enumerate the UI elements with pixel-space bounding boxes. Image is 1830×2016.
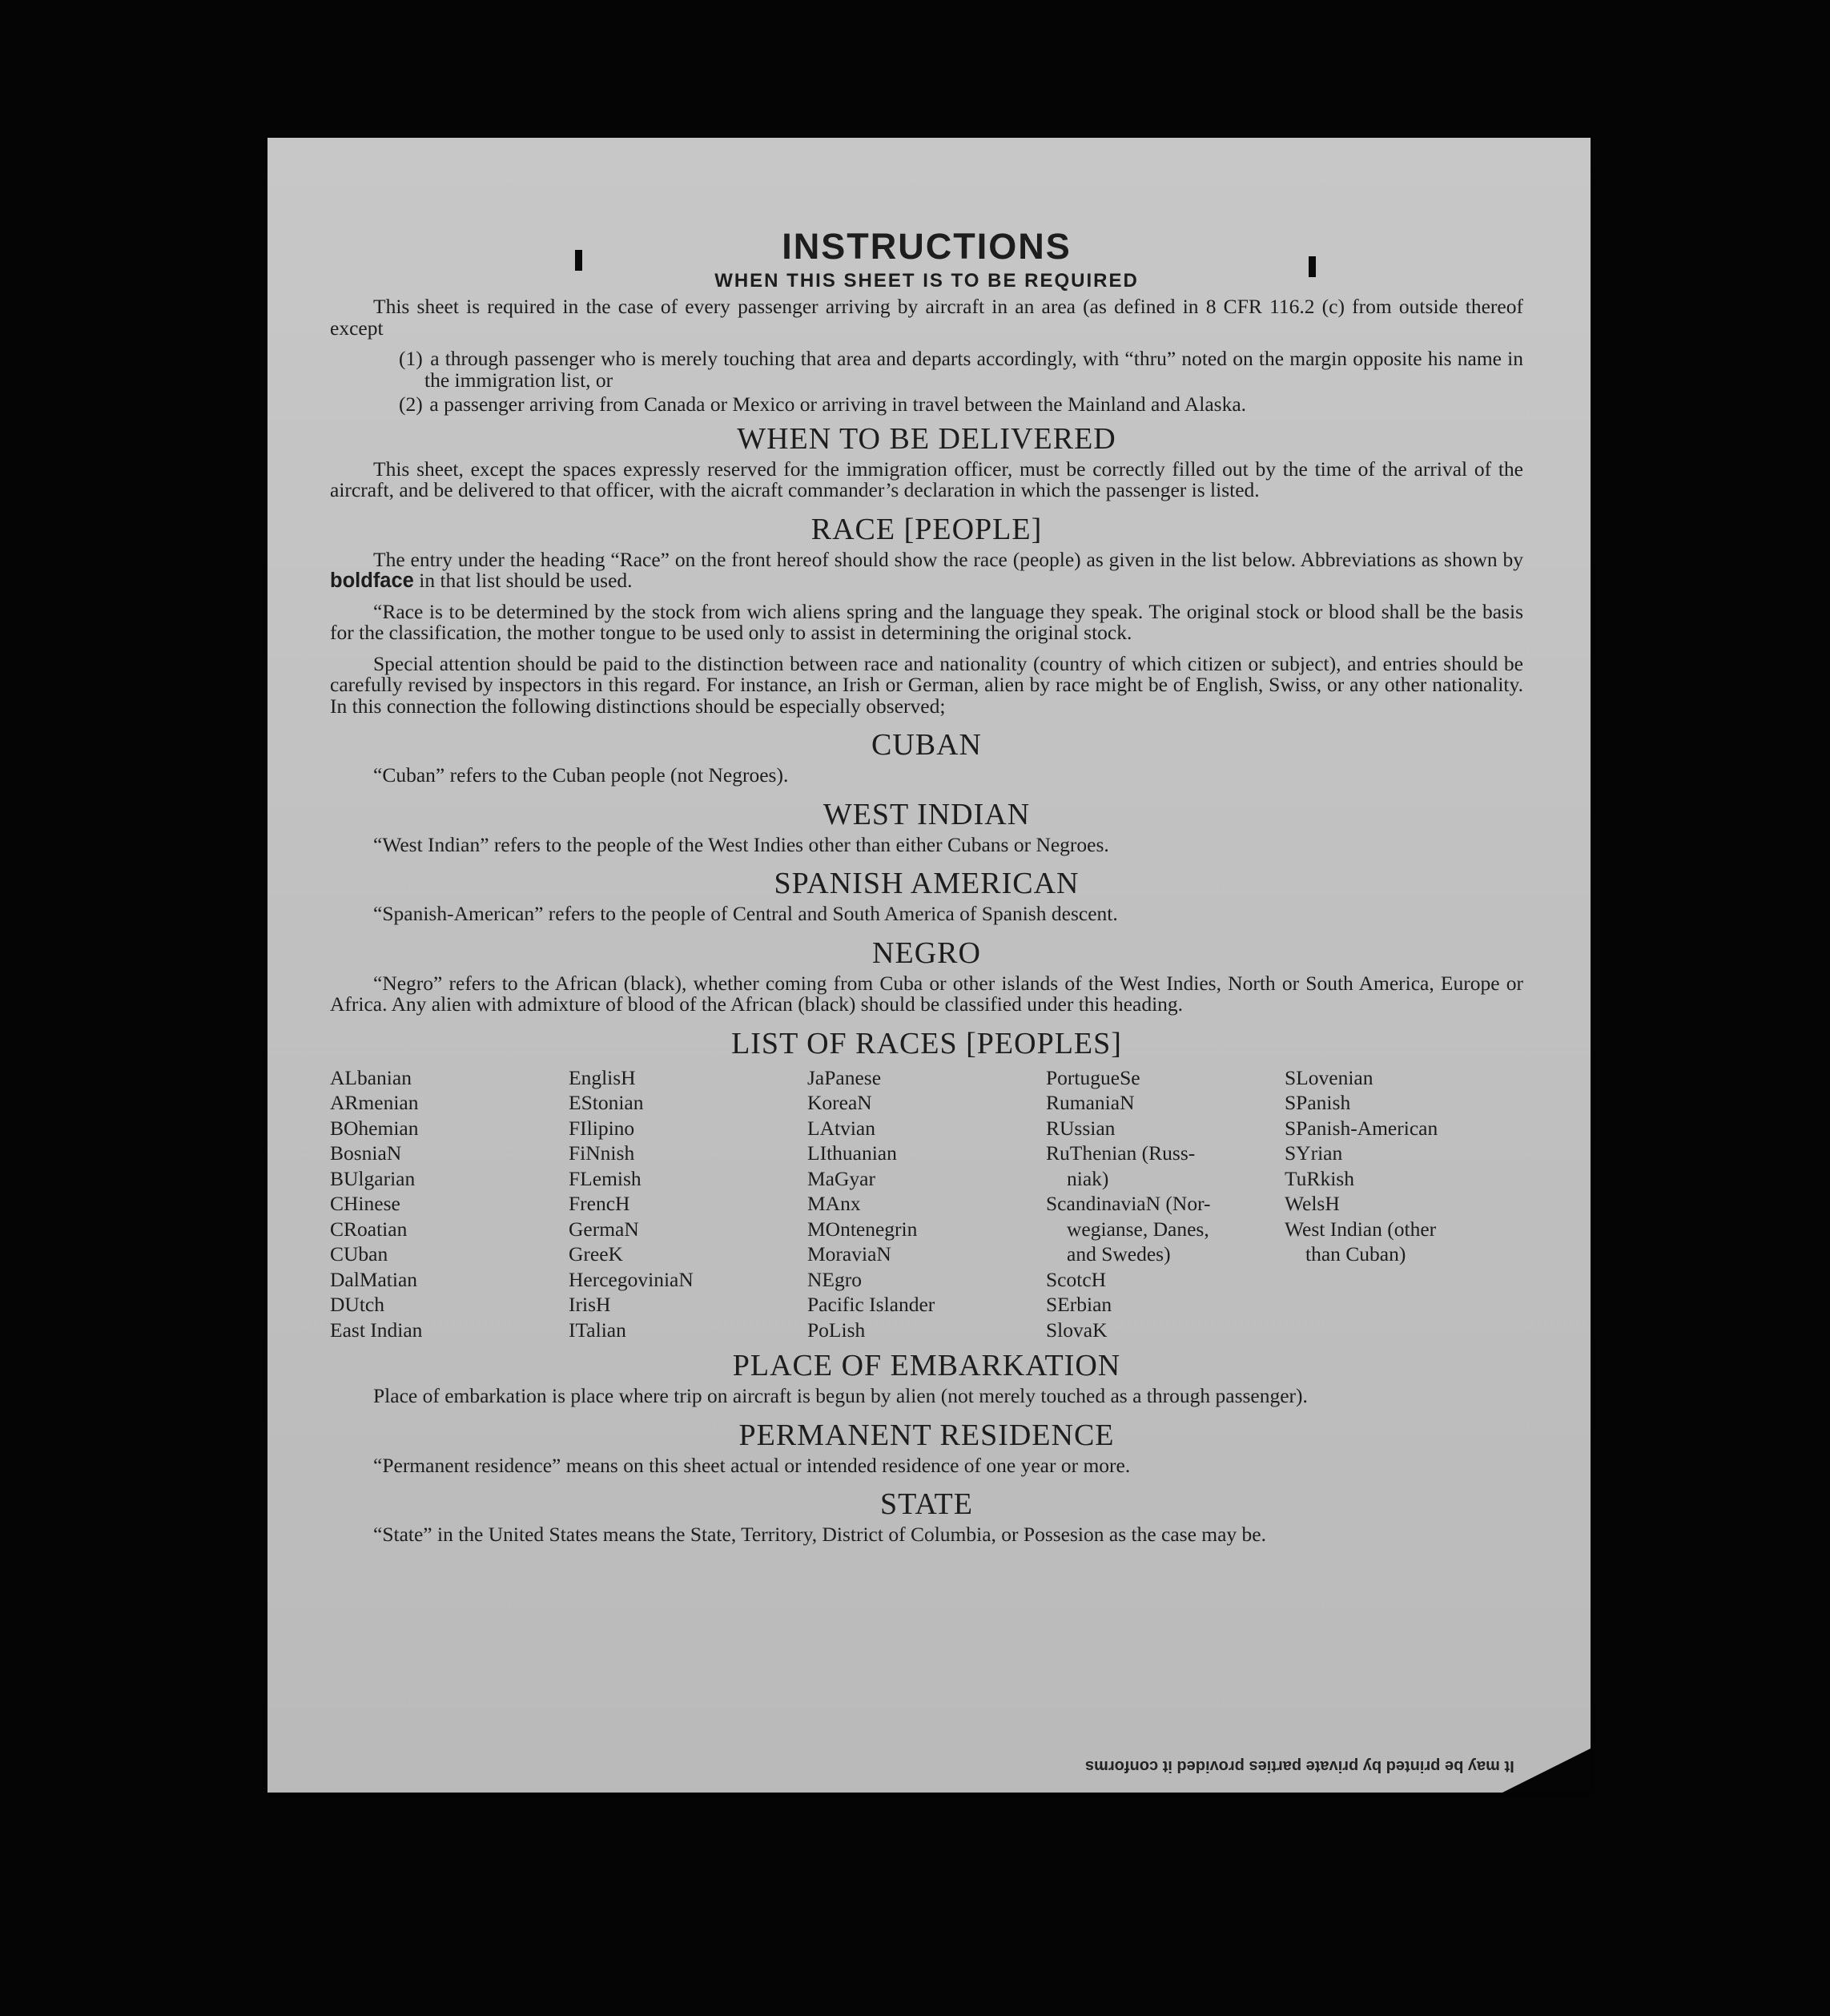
document-sheet	[267, 138, 1591, 1793]
race-entry: CUban	[330, 1242, 388, 1266]
section-heading-races-list: LIST OF RACES [PEOPLES]	[731, 1026, 1122, 1060]
race-entry	[1285, 1292, 1523, 1318]
race-entry: EStonian	[569, 1091, 644, 1114]
section-heading-delivered: WHEN TO BE DELIVERED	[737, 421, 1116, 456]
race-entry: and Swedes)	[1067, 1242, 1171, 1266]
race-entry: CRoatian	[330, 1217, 408, 1241]
race-entry: wegianse, Danes,	[1067, 1217, 1209, 1241]
race-entry: FLemish	[569, 1166, 642, 1190]
residence-paragraph: “Permanent residence” means on this sheet actual or intended residence of one year or more.	[373, 1453, 1131, 1477]
west-indian-paragraph: “West Indian” refers to the people of the West Indies other than either Cubans or Negroes.	[373, 832, 1109, 856]
race-entry: ALbanian	[330, 1065, 412, 1089]
section-heading-state: STATE	[880, 1487, 973, 1521]
race-entry: IrisH	[569, 1293, 611, 1316]
section-heading-embarkation: PLACE OF EMBARKATION	[732, 1349, 1121, 1382]
race-entry: GermaN	[569, 1217, 639, 1241]
embarkation-paragraph: Place of embarkation is place where trip on aircraft is begun by alien (not merely touched as a through passenger).	[373, 1384, 1308, 1407]
race-entry: ScotcH	[1046, 1267, 1107, 1291]
race-entry: niak)	[1067, 1166, 1109, 1190]
race-entry	[1285, 1318, 1523, 1343]
race-entry: KoreaN	[807, 1091, 872, 1114]
race-entry: BUlgarian	[330, 1166, 416, 1190]
intro-paragraph: This sheet is required in the case of every passenger arriving by aircraft in an area (as defined in 8 CFR 116.2 (c) from outside thereof except	[330, 295, 1523, 340]
race-entry: FIlipino	[569, 1116, 635, 1140]
state-paragraph: “State” in the United States means the State, Territory, District of Columbia, or Possesion as the case may be.	[373, 1523, 1267, 1546]
race-entry: BosniaN	[330, 1141, 402, 1165]
race-entry: LIthuanian	[807, 1141, 897, 1165]
race-entry: ARmenian	[330, 1091, 419, 1114]
race-entry: HercegoviniaN	[569, 1267, 694, 1291]
race-entry: RUssian	[1046, 1116, 1116, 1140]
race-entry: MOntenegrin	[807, 1217, 918, 1241]
race-entry: FrencH	[569, 1192, 630, 1215]
race-entry: TuRkish	[1285, 1166, 1354, 1190]
exception-item-2: (2) a passenger arriving from Canada or Mexico or arriving in travel between the Mainland and Alaska.	[399, 392, 1247, 416]
section-heading-cuban: CUBAN	[871, 728, 983, 762]
cuban-paragraph: “Cuban” refers to the Cuban people (not Negroes).	[373, 763, 789, 787]
race-entry: ITalian	[569, 1318, 626, 1342]
race-entry: Pacific Islander	[807, 1293, 935, 1316]
race-entry: SPanish	[1285, 1091, 1351, 1114]
races-list	[330, 1065, 1523, 1343]
race-entry: West Indian (other	[1285, 1217, 1437, 1241]
race-entry: BOhemian	[330, 1116, 419, 1140]
race-entry: RumaniaN	[1046, 1091, 1135, 1114]
section-heading-race: RACE [PEOPLE]	[810, 512, 1043, 546]
race-entry: FiNnish	[569, 1141, 635, 1165]
section-heading-residence: PERMANENT RESIDENCE	[738, 1418, 1115, 1452]
torn-corner	[1502, 1748, 1591, 1793]
race-entry: PortugueSe	[1046, 1065, 1140, 1089]
section-heading-spanish-american: SPANISH AMERICAN	[774, 867, 1080, 900]
race-entry: EnglisH	[569, 1065, 636, 1089]
race-entry: NEgro	[807, 1267, 862, 1291]
delivered-paragraph: This sheet, except the spaces expressly reserved for the immigration officer, must be correctly filled out by the time of the arrival of the aircraft, and be delivered to that officer, with the aicraft commander’s declaration in which the passenger is listed.	[330, 457, 1523, 501]
section-heading-west-indian: WEST INDIAN	[822, 797, 1031, 831]
race-entry: SlovaK	[1046, 1318, 1108, 1342]
document-content	[330, 226, 1523, 1555]
negro-paragraph: “Negro” refers to the African (black), whether coming from Cuba or other islands of the West Indies, North or South America, Europe or Africa. Any alien with admixture of blood of the African (black) should be classified under this heading.	[330, 971, 1523, 1016]
race-entry: PoLish	[807, 1318, 866, 1342]
exception-item-1: (1) a through passenger who is merely touching that area and departs accordingly, with “thru” noted on the margin opposite his name in the immigration list, or	[399, 347, 1524, 392]
page-subtitle: WHEN THIS SHEET IS TO BE REQUIRED	[714, 270, 1139, 292]
race-entry: MoraviaN	[807, 1242, 891, 1266]
race-entry: ScandinaviaN (Nor-	[1046, 1192, 1211, 1215]
race-paragraph-2: “Race is to be determined by the stock from wich aliens spring and the language they speak. The original stock or blood shall be the basis for the classification, the mother tongue to be used only to assist in determining the original stock.	[330, 599, 1523, 644]
race-entry: CHinese	[330, 1192, 400, 1215]
race-entry: DalMatian	[330, 1267, 418, 1291]
race-paragraph-3: Special attention should be paid to the distinction between race and nationality (country of which citizen or subject), and entries should be carefully revised by inspectors in this regard. For instance, an Irish or German, alien by race might be of English, Swiss, or any other nationality. In this connection the following distinctions should be especially observed;	[330, 651, 1523, 718]
race-entry: GreeK	[569, 1242, 623, 1266]
race-paragraph-1: The entry under the heading “Race” on the front hereof should show the race (people) as given in the list below. Abbreviations as shown by boldface in that list should be used.	[330, 547, 1523, 592]
race-entry: SPanish-American	[1285, 1116, 1438, 1140]
section-heading-negro: NEGRO	[872, 936, 981, 970]
race-entry: than Cuban)	[1305, 1242, 1406, 1266]
spanish-american-paragraph: “Spanish-American” refers to the people of Central and South America of Spanish descent.	[373, 902, 1118, 925]
race-entry	[1285, 1267, 1523, 1293]
page-title: INSTRUCTIONS	[782, 226, 1072, 267]
race-entry: SErbian	[1046, 1293, 1112, 1316]
race-entry: SLovenian	[1285, 1065, 1374, 1089]
race-entry: East Indian	[330, 1318, 423, 1342]
race-entry: MAnx	[807, 1192, 861, 1215]
race-entry: DUtch	[330, 1293, 384, 1316]
race-entry: RuThenian (Russ-	[1046, 1141, 1196, 1165]
race-entry: WelsH	[1285, 1192, 1340, 1215]
inverted-footer-text: It may be printed by private parties provided it conforms	[1085, 1757, 1514, 1775]
race-entry: LAtvian	[807, 1116, 875, 1140]
race-entry: JaPanese	[807, 1065, 882, 1089]
race-entry: SYrian	[1285, 1141, 1343, 1165]
race-entry: MaGyar	[807, 1166, 875, 1190]
